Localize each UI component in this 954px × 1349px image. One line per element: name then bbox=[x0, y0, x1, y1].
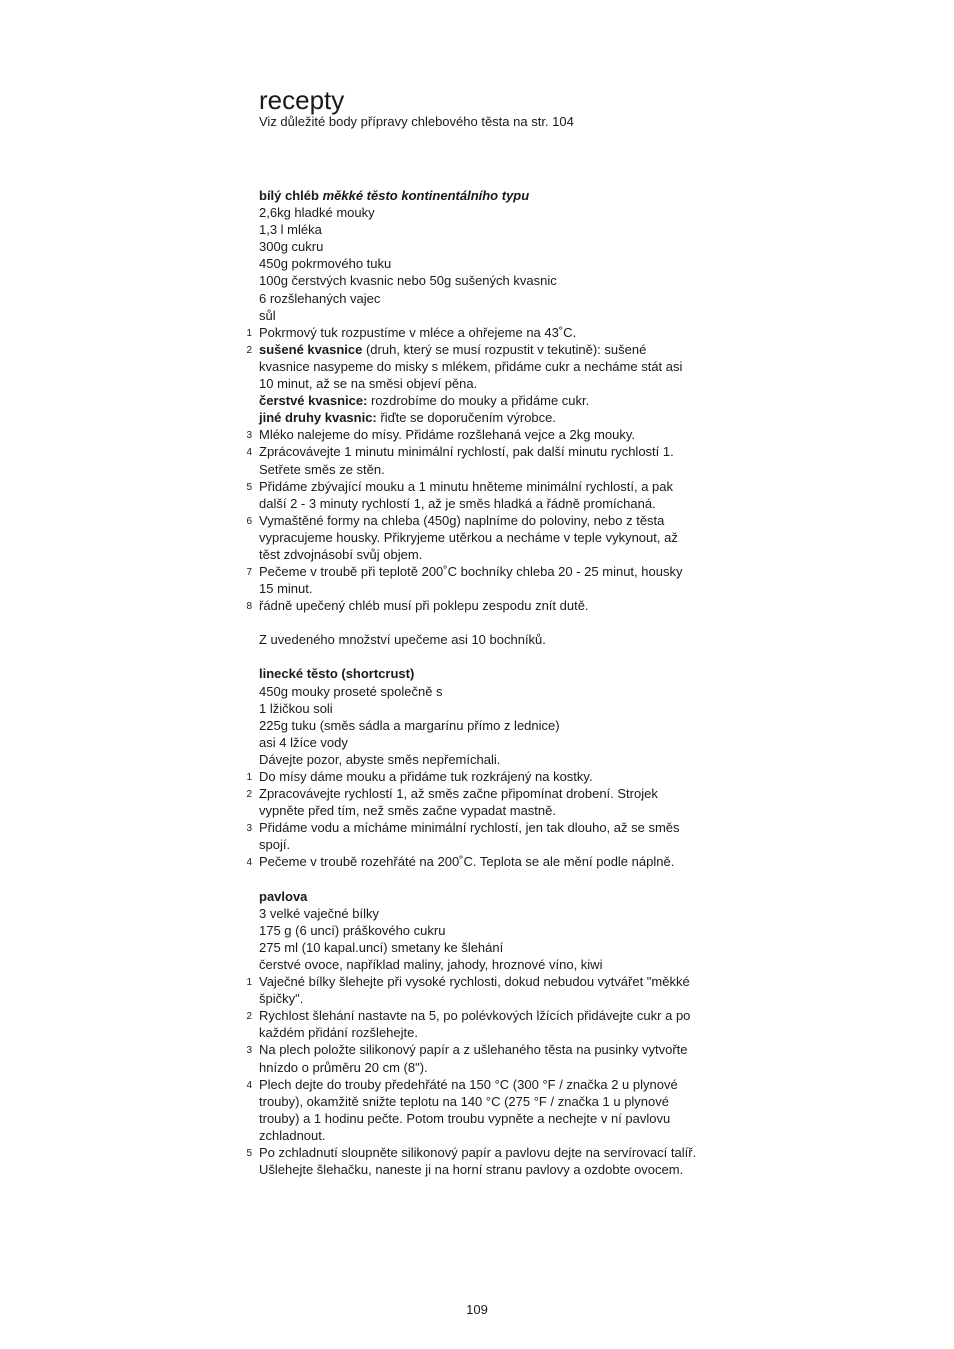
recipe-pavlova bbox=[0, 888, 954, 1179]
method-step bbox=[0, 443, 699, 477]
ingredient-item: čerstvé ovoce, například maliny, jahody, hroznové víno, kiwi bbox=[259, 956, 603, 972]
ingredient-line bbox=[0, 700, 699, 717]
ingredient-item: 3 velké vaječné bílky bbox=[259, 905, 379, 921]
method-step bbox=[0, 819, 699, 853]
ingredient-item: sůl bbox=[259, 307, 276, 323]
step-text: rozdrobíme do mouky a přidáme cukr. bbox=[367, 393, 590, 409]
recipe-title-row bbox=[0, 187, 699, 204]
step-number: 1 bbox=[246, 327, 252, 339]
ingredient-item: 1,3 l mléka bbox=[259, 222, 322, 238]
step-number: 4 bbox=[246, 857, 252, 869]
ingredient-line bbox=[0, 939, 699, 956]
step-text: řiďte se doporučením výrobce. bbox=[376, 410, 557, 426]
recipe-shortcrust bbox=[0, 665, 954, 870]
step-text: Přidáme zbývající mouku a 1 minutu hněteme minimální rychlostí, a pak další 2 - 3 minuty rychlostí 1, až je směs hladká a řádně promíchaná. bbox=[259, 478, 674, 511]
ingredient-item: 450g pokrmového tuku bbox=[259, 256, 392, 272]
ingredient-item: 175 g (6 uncí) práškového cukru bbox=[259, 922, 446, 938]
yeast-fresh-label: čerstvé kvasnice: bbox=[259, 393, 368, 409]
ingredient-item: 100g čerstvých kvasnic nebo 50g sušených kvasnic bbox=[259, 273, 557, 289]
ingredient-line bbox=[0, 307, 699, 324]
ingredient-line bbox=[0, 956, 699, 973]
step-number: 3 bbox=[246, 430, 252, 442]
ingredient-item: 2,6kg hladké mouky bbox=[259, 205, 375, 221]
method-step bbox=[0, 1144, 699, 1178]
method-step bbox=[0, 426, 699, 443]
ingredient-item: 1 lžičkou soli bbox=[259, 700, 333, 716]
step-text: Vymaštěné formy na chleba (450g) naplníme do poloviny, nebo z těsta vypracujeme housky. Přikryjeme utěrkou a necháme v teple vykynout, až těst zdvojnásobí svůj objem. bbox=[259, 512, 678, 562]
ingredient-line bbox=[0, 204, 699, 221]
page-title: recepty bbox=[259, 85, 345, 115]
ingredient-line bbox=[0, 290, 699, 307]
step-text: Do mísy dáme mouku a přidáme tuk rozkrájený na kostky. bbox=[259, 769, 593, 784]
step-number: 4 bbox=[246, 1079, 252, 1091]
method-step bbox=[0, 563, 699, 597]
step-text: Zpracovávejte rychlostí 1, až směs začne připomínat drobení. Strojek vypněte před tím, než směs začne vypadat mastně. bbox=[259, 786, 658, 819]
method-step bbox=[0, 973, 699, 1007]
recipe-white-bread bbox=[0, 187, 954, 648]
ingredient-line bbox=[0, 734, 699, 751]
ingredient-item: asi 4 lžíce vody bbox=[259, 734, 348, 750]
ingredient-line bbox=[0, 922, 699, 939]
step-text: Po zchladnutí sloupněte silikonový papír a pavlovu dejte na servírovací talíř. Ušlehejte šlehačku, naneste ji na horní stranu pavlovy a ozdobte ovocem. bbox=[259, 1144, 697, 1178]
step-text: Pečeme v troubě při teplotě 200˚C bochníky chleba 20 - 25 minut, housky 15 minut. bbox=[259, 564, 683, 597]
step-text: Plech dejte do trouby předehřáté na 150 °C (300 °F / značka 2 u plynové trouby), okamžitě snižte teplotu na 140 °C (275 °F / značka 1 u plynové trouby) a 1 hodinu pečte. Potom troubu vypněte a nechejte v ní pavlovu zchladnout. bbox=[259, 1076, 678, 1143]
step-number: 5 bbox=[246, 481, 252, 493]
ingredient-item: 6 rozšlehaných vajec bbox=[259, 290, 381, 306]
step-number: 5 bbox=[246, 1147, 252, 1159]
method-step bbox=[0, 768, 699, 785]
ingredient-line bbox=[0, 255, 699, 272]
ingredient-line bbox=[0, 272, 699, 289]
page-subtitle: Viz důležité body přípravy chlebového těsta na str. 104 bbox=[259, 114, 574, 129]
recipe-title: linecké těsto (shortcrust) bbox=[259, 666, 415, 682]
step-number: 1 bbox=[246, 977, 252, 989]
step-text: Zprácovávejte 1 minutu minimální rychlostí, pak další minutu rychlostí 1. Setřete směs ze stěn. bbox=[259, 444, 674, 477]
yeast-other-label: jiné druhy kvasnic: bbox=[259, 410, 377, 426]
step-number: 2 bbox=[246, 1011, 252, 1023]
step-number: 3 bbox=[246, 823, 252, 835]
step-text: (druh, který se musí rozpustit v tekutině): sušené kvasnice nasypeme do misky s mlékem, přidáme cukr a necháme stát asi 10 minut, až se na směsi objeví pěna. bbox=[259, 341, 683, 392]
ingredient-item: 300g cukru bbox=[259, 239, 324, 255]
step-number: 2 bbox=[246, 789, 252, 801]
method-step bbox=[0, 785, 699, 819]
method-step bbox=[0, 512, 699, 563]
step-text: Pokrmový tuk rozpustíme v mléce a ohřejeme na 43˚C. bbox=[259, 324, 577, 340]
method-step bbox=[0, 1041, 699, 1075]
recipe-title: pavlova bbox=[259, 888, 308, 904]
ingredient-item: 225g tuku (směs sádla a margarínu přímo z lednice) bbox=[259, 717, 560, 733]
step-text: Na plech položte silikonový papír a z ušlehaného těsta na pusinky vytvořte hnízdo o průměru 20 cm (8"). bbox=[259, 1042, 688, 1075]
step-text: Přidáme vodu a mícháme minimální rychlostí, jen tak dlouho, až se směs spojí. bbox=[259, 820, 680, 853]
recipe-title-row bbox=[0, 888, 699, 905]
ingredient-line bbox=[0, 221, 699, 238]
yeast-dry-label: sušené kvasnice bbox=[259, 341, 363, 357]
ingredient-line bbox=[0, 905, 699, 922]
spacer bbox=[0, 614, 954, 631]
step-number: 3 bbox=[246, 1045, 252, 1057]
step-text: řádně upečený chléb musí při poklepu zespodu znít dutě. bbox=[259, 598, 589, 614]
step-number: 2 bbox=[246, 344, 252, 356]
tip-text: Dávejte pozor, abyste směs nepřemíchali. bbox=[259, 751, 501, 767]
step-text: Vaječné bílky šlehejte při vysoké rychlosti, dokud nebudou vytvářet "měkké špičky". bbox=[259, 974, 690, 1007]
method-step bbox=[0, 597, 699, 614]
ingredient-item: 450g mouky proseté společně s bbox=[259, 683, 443, 699]
recipes-content bbox=[0, 187, 954, 1195]
yield-text: Z uvedeného množství upečeme asi 10 bochníků. bbox=[259, 632, 546, 648]
ingredient-line bbox=[0, 717, 699, 734]
recipe-title: bílý chléb bbox=[259, 188, 319, 203]
method-step bbox=[0, 1076, 699, 1144]
method-step bbox=[0, 324, 699, 341]
page-number: 109 bbox=[466, 1302, 488, 1317]
step-number: 6 bbox=[246, 515, 252, 527]
method-step bbox=[0, 478, 699, 512]
method-step bbox=[0, 1007, 699, 1041]
ingredient-line bbox=[0, 238, 699, 255]
step-text: Pečeme v troubě rozehřáté na 200˚C. Teplota se ale mění podle náplně. bbox=[259, 854, 675, 870]
step-number: 8 bbox=[246, 601, 252, 613]
step-text: Mléko nalejeme do mísy. Přidáme rozšlehaná vejce a 2kg mouky. bbox=[259, 427, 635, 443]
method-step bbox=[0, 853, 699, 870]
step-number: 7 bbox=[246, 567, 252, 579]
ingredient-line bbox=[0, 683, 699, 700]
recipe-yield bbox=[0, 631, 699, 648]
step-text: Rychlost šlehání nastavte na 5, po polévkových lžících přidávejte cukr a po každém přidání rozšlehejte. bbox=[259, 1008, 691, 1041]
tip-line bbox=[0, 751, 699, 768]
recipe-subtitle: měkké těsto kontinentálního typu bbox=[322, 188, 530, 203]
step-number: 1 bbox=[246, 772, 252, 783]
ingredient-item: 275 ml (10 kapal.uncí) smetany ke šlehání bbox=[259, 939, 504, 955]
method-step bbox=[0, 341, 699, 426]
recipe-title-row bbox=[0, 665, 699, 682]
step-number: 4 bbox=[246, 447, 252, 459]
